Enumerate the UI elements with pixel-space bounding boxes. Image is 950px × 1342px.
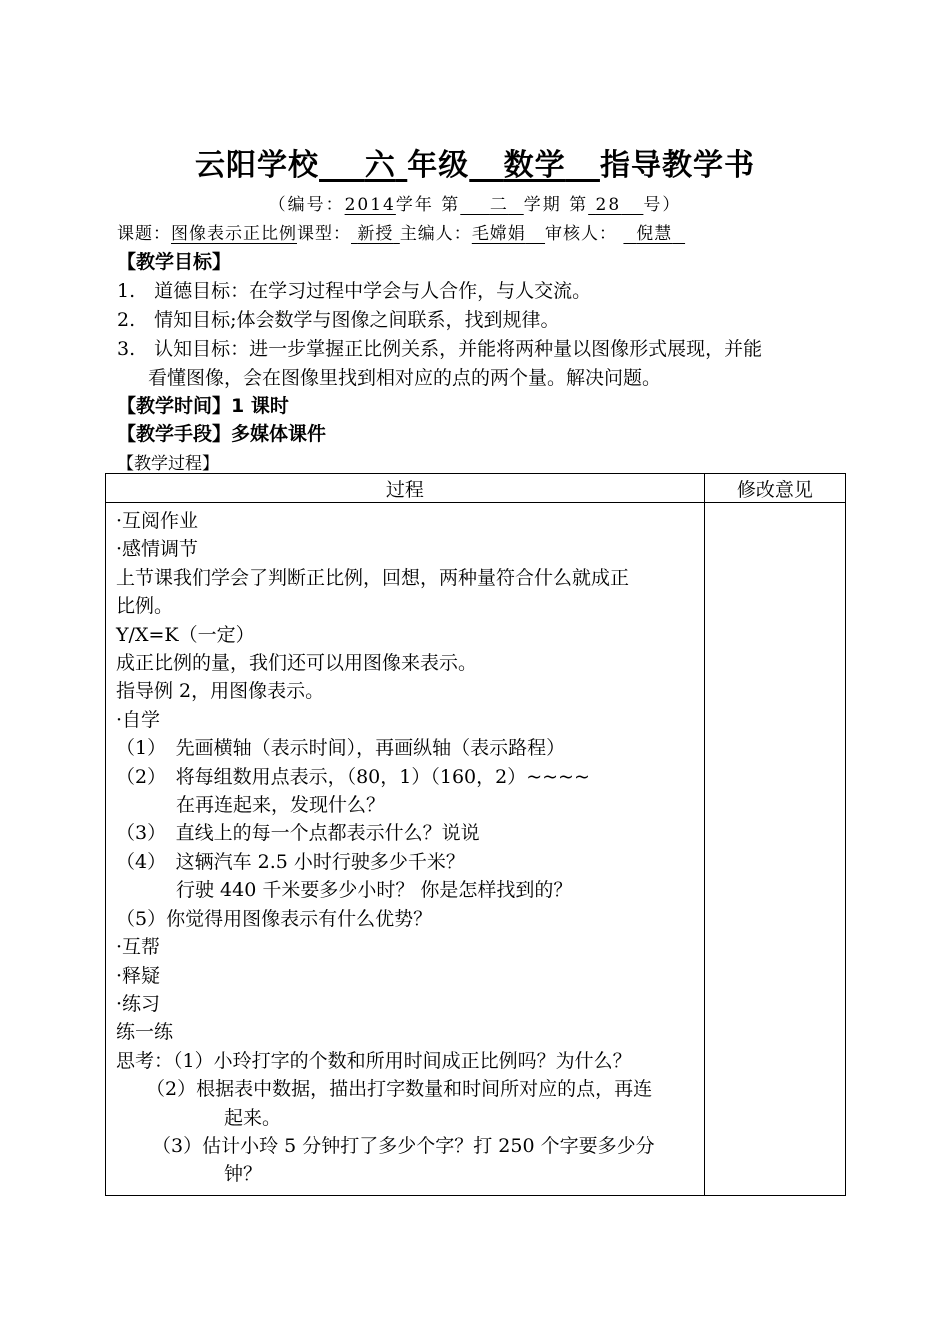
process-line: （2）根据表中数据，描出打字数量和时间所对应的点，再连 xyxy=(146,1078,653,1101)
title-school: 云阳学校 xyxy=(195,148,320,183)
process-line: 钟？ xyxy=(224,1163,263,1186)
serial-line: （编号：2014学年 第 二 学期 第 28 号） xyxy=(268,195,682,215)
goal-item-2: 2. 情知目标;体会数学与图像之间联系，找到规律。 xyxy=(117,309,560,331)
process-line: （1） 先画横轴（表示时间），再画纵轴（表示路程） xyxy=(116,737,566,760)
process-line: ·互阅作业 xyxy=(116,510,199,532)
process-line: Y/X=K（一定） xyxy=(116,623,255,646)
process-line: 成正比例的量，我们还可以用图像来表示。 xyxy=(116,652,478,675)
table-header-row xyxy=(106,474,846,503)
table-row xyxy=(106,503,846,1196)
serial-number: 28 xyxy=(595,195,622,215)
revision-cell xyxy=(704,503,845,1196)
process-line: ·练习 xyxy=(116,992,161,1015)
process-line: ·感情调节 xyxy=(116,538,199,561)
process-line: （2） 将每组数用点表示，（80，1）（160，2）~~~~ xyxy=(116,765,590,788)
process-line: （4） 这辆汽车 2.5 小时行驶多少千米？ xyxy=(116,850,465,873)
process-line: 起来。 xyxy=(224,1106,282,1129)
process-line: （3）估计小玲 5 分钟打了多少个字？打 250 个字要多少分 xyxy=(152,1134,655,1157)
process-line: 在再连起来，发现什么？ xyxy=(176,794,386,817)
serial-year: 2014 xyxy=(344,195,396,215)
serial-term: 二 xyxy=(489,195,509,215)
meta-reviewer: 倪慧 xyxy=(636,224,673,244)
process-line: 练一练 xyxy=(116,1021,174,1044)
teaching-time: 【教学时间】1 课时 xyxy=(117,395,289,417)
goal-item-3: 3. 认知目标：进一步掌握正比例关系，并能将两种量以图像形式展现，并能 xyxy=(117,338,763,360)
process-line: ·互帮 xyxy=(116,936,161,959)
teaching-means: 【教学手段】多媒体课件 xyxy=(117,423,327,445)
process-content-cell xyxy=(106,503,705,1196)
title-subject: 数学 xyxy=(503,148,566,183)
title-grade-suffix: 年级 xyxy=(407,148,470,183)
meta-line: 课题：图像表示正比例课型： 新授 主编人：毛嫦娟 审核人： 倪慧 xyxy=(117,219,685,244)
goal-item-3-cont: 看懂图像，会在图像里找到相对应的点的两个量。解决问题。 xyxy=(148,367,662,389)
meta-editor: 毛嫦娟 xyxy=(471,224,526,244)
col-revision-header: 修改意见 xyxy=(704,474,845,503)
meta-type: 新授 xyxy=(357,224,394,244)
col-process-header: 过程 xyxy=(106,474,705,503)
title-book: 指导教学书 xyxy=(599,148,755,183)
goal-item-1: 1. 道德目标：在学习过程中学会与人合作，与人交流。 xyxy=(117,280,592,302)
process-table xyxy=(105,473,846,1196)
process-line: 比例。 xyxy=(116,595,174,618)
process-line: （3） 直线上的每一个点都表示什么？说说 xyxy=(116,822,480,845)
process-line: ·释疑 xyxy=(116,964,161,987)
process-line: ·自学 xyxy=(116,708,161,731)
process-line: 上节课我们学会了判断正比例，回想，两种量符合什么就成正 xyxy=(116,566,630,589)
document-title xyxy=(0,140,950,184)
process-line: 指导例 2，用图像表示。 xyxy=(116,680,325,703)
goals-heading: 【教学目标】 xyxy=(117,251,232,273)
process-heading: 【教学过程】 xyxy=(117,454,219,474)
process-line: 行驶 440 千米要多少小时？ 你是怎样找到的？ xyxy=(176,879,573,902)
meta-topic: 图像表示正比例 xyxy=(171,224,297,244)
title-grade: 六 xyxy=(364,148,396,183)
process-line: 思考：（1）小玲打字的个数和所用时间成正比例吗？为什么？ xyxy=(116,1049,632,1072)
process-line: （5）你觉得用图像表示有什么优势？ xyxy=(116,907,433,930)
